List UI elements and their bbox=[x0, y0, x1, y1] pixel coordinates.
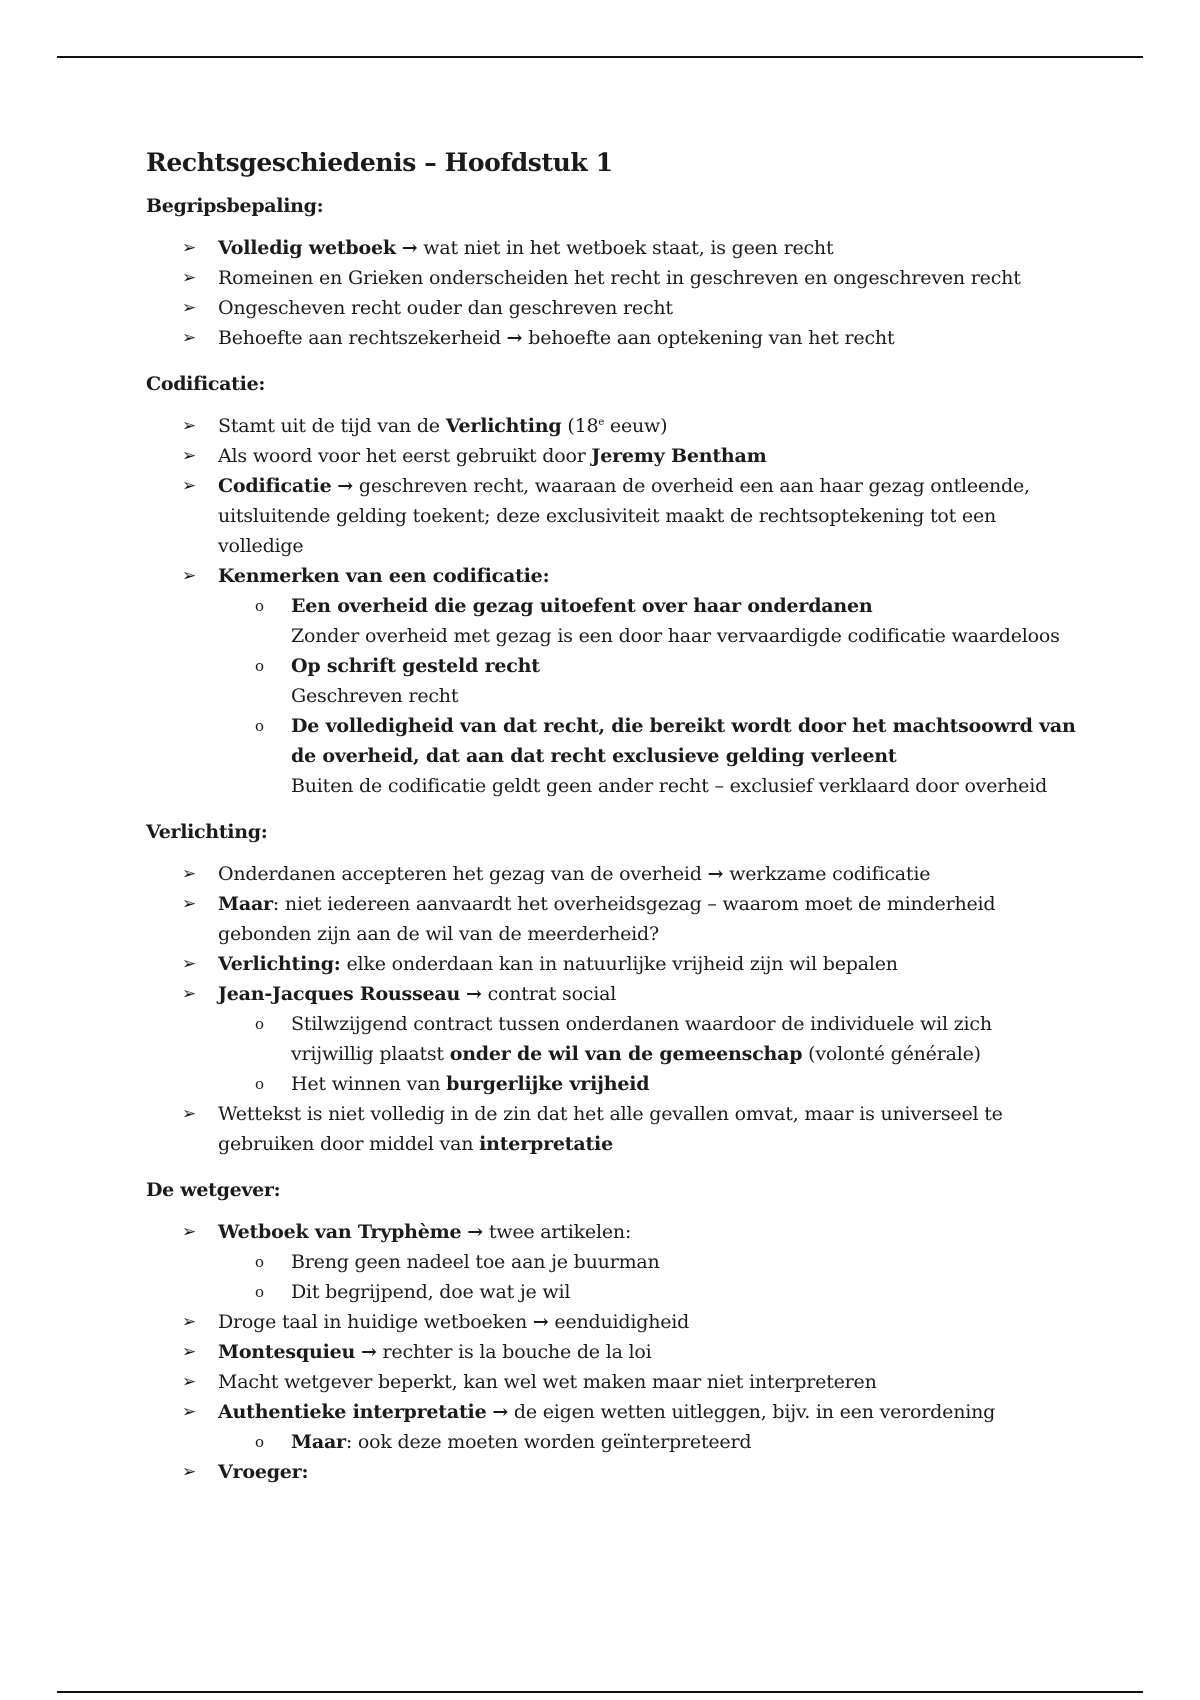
implies-arrow-icon: → bbox=[337, 475, 354, 497]
arrow-bullet-icon: ➢ bbox=[182, 954, 197, 974]
implies-arrow-icon: → bbox=[492, 1401, 509, 1423]
document-title: Rechtsgeschiedenis – Hoofdstuk 1 bbox=[146, 148, 613, 177]
header-rule bbox=[57, 56, 1143, 58]
arrow-bullet-icon: ➢ bbox=[182, 1104, 197, 1124]
list-item: ➢ Als woord voor het eerst gebruikt door Jeremy Bentham bbox=[146, 441, 1076, 471]
circle-bullet-icon: o bbox=[255, 1015, 264, 1033]
list-item: ➢ Behoefte aan rechtszekerheid → behoefte aan optekening van het recht bbox=[146, 323, 1076, 353]
circle-bullet-icon: o bbox=[255, 1283, 264, 1301]
arrow-bullet-icon: ➢ bbox=[182, 1342, 197, 1362]
arrow-bullet-icon: ➢ bbox=[182, 476, 197, 496]
list-item: ➢ Wettekst is niet volledig in de zin dat het alle gevallen omvat, maar is universeel te gebruiken door middel van interpretatie bbox=[146, 1099, 1076, 1159]
implies-arrow-icon: → bbox=[506, 327, 523, 349]
sublist-item: o Op schrift gesteld recht Geschreven recht bbox=[218, 651, 1076, 711]
circle-bullet-icon: o bbox=[255, 657, 264, 675]
list-item: ➢ Montesquieu → rechter is la bouche de la loi bbox=[146, 1337, 1076, 1367]
heading-verlichting: Verlichting: bbox=[146, 821, 268, 843]
list-item: ➢ Romeinen en Grieken onderscheiden het recht in geschreven en ongeschreven recht bbox=[146, 263, 1076, 293]
implies-arrow-icon: → bbox=[360, 1341, 377, 1363]
implies-arrow-icon: → bbox=[467, 1221, 484, 1243]
tryphème-sublist bbox=[218, 1247, 1076, 1307]
circle-bullet-icon: o bbox=[255, 1253, 264, 1271]
verlichting-list bbox=[146, 859, 1076, 1159]
sublist-item: o Een overheid die gezag uitoefent over haar onderdanen Zonder overheid met gezag is een door haar vervaardigde codificatie waardeloos bbox=[218, 591, 1076, 651]
implies-arrow-icon: → bbox=[401, 237, 418, 259]
circle-bullet-icon: o bbox=[255, 1075, 264, 1093]
list-item: ➢ Stamt uit de tijd van de Verlichting (18e eeuw) bbox=[146, 411, 1076, 441]
authentieke-sublist bbox=[218, 1427, 1076, 1457]
arrow-bullet-icon: ➢ bbox=[182, 1462, 197, 1482]
sublist-item: o Breng geen nadeel toe aan je buurman bbox=[218, 1247, 1076, 1277]
sublist-item: o Dit begrijpend, doe wat je wil bbox=[218, 1277, 1076, 1307]
sublist-item: o Stilwzijgend contract tussen onderdanen waardoor de individuele wil zich vrijwillig plaatst onder de wil van de gemeenschap (volonté générale) bbox=[218, 1009, 1076, 1069]
arrow-bullet-icon: ➢ bbox=[182, 1402, 197, 1422]
arrow-bullet-icon: ➢ bbox=[182, 328, 197, 348]
arrow-bullet-icon: ➢ bbox=[182, 446, 197, 466]
list-item: ➢ Verlichting: elke onderdaan kan in natuurlijke vrijheid zijn wil bepalen bbox=[146, 949, 1076, 979]
heading-de-wetgever: De wetgever: bbox=[146, 1179, 281, 1201]
circle-bullet-icon: o bbox=[255, 597, 264, 615]
list-item: ➢ Vroeger: bbox=[146, 1457, 1076, 1487]
implies-arrow-icon: → bbox=[466, 983, 482, 1005]
circle-bullet-icon: o bbox=[255, 717, 264, 735]
arrow-bullet-icon: ➢ bbox=[182, 298, 197, 318]
arrow-bullet-icon: ➢ bbox=[182, 1222, 197, 1242]
rousseau-sublist bbox=[218, 1009, 1076, 1099]
arrow-bullet-icon: ➢ bbox=[182, 1312, 197, 1332]
list-item: ➢ Wetboek van Tryphème → twee artikelen: o Breng geen nadeel toe aan je buurman o Dit begrijpend, doe wat je wil bbox=[146, 1217, 1076, 1307]
implies-arrow-icon: → bbox=[707, 863, 724, 885]
list-item: ➢ Volledig wetboek → wat niet in het wetboek staat, is geen recht bbox=[146, 233, 1076, 263]
sublist-item: o Het winnen van burgerlijke vrijheid bbox=[218, 1069, 1076, 1099]
list-item: ➢ Jean-Jacques Rousseau → contrat social o Stilwzijgend contract tussen onderdanen waardoor de individuele wil zich vrijwillig plaatst onder de wil van de gemeenschap (volonté générale) o Het winnen van burgerlijke vrijheid bbox=[146, 979, 1076, 1099]
footer-rule bbox=[57, 1691, 1143, 1693]
heading-begripsbepaling: Begripsbepaling: bbox=[146, 195, 324, 217]
arrow-bullet-icon: ➢ bbox=[182, 416, 197, 436]
arrow-bullet-icon: ➢ bbox=[182, 984, 197, 1004]
begripsbepaling-list bbox=[146, 233, 1076, 353]
list-item: ➢ Codificatie → geschreven recht, waaraan de overheid een aan haar gezag ontleende, uitsluitende gelding toekent; deze exclusiviteit maakt de rechtsoptekening tot een volledige bbox=[146, 471, 1076, 561]
arrow-bullet-icon: ➢ bbox=[182, 1372, 197, 1392]
list-item: ➢ Onderdanen accepteren het gezag van de overheid → werkzame codificatie bbox=[146, 859, 1076, 889]
circle-bullet-icon: o bbox=[255, 1433, 264, 1451]
arrow-bullet-icon: ➢ bbox=[182, 894, 197, 914]
list-item: ➢ Ongescheven recht ouder dan geschreven recht bbox=[146, 293, 1076, 323]
arrow-bullet-icon: ➢ bbox=[182, 864, 197, 884]
list-item: ➢ Droge taal in huidige wetboeken → eenduidigheid bbox=[146, 1307, 1076, 1337]
document-page bbox=[146, 148, 1076, 1507]
arrow-bullet-icon: ➢ bbox=[182, 566, 197, 586]
implies-arrow-icon: → bbox=[532, 1311, 549, 1333]
list-item: ➢ Maar: niet iedereen aanvaardt het overheidsgezag – waarom moet de minderheid gebonden zijn aan de wil van de meerderheid? bbox=[146, 889, 1076, 949]
list-item: ➢ Authentieke interpretatie → de eigen wetten uitleggen, bijv. in een verordening o Maar: ook deze moeten worden geïnterpreteerd bbox=[146, 1397, 1076, 1457]
sublist-item: o De volledigheid van dat recht, die bereikt wordt door het machtsoowrd van de overheid, dat aan dat recht exclusieve gelding verleent Buiten de codificatie geldt geen ander recht – exclusief verklaard door overheid bbox=[218, 711, 1076, 801]
kenmerken-sublist bbox=[218, 591, 1076, 801]
heading-codificatie: Codificatie: bbox=[146, 373, 266, 395]
list-item: ➢ Macht wetgever beperkt, kan wel wet maken maar niet interpreteren bbox=[146, 1367, 1076, 1397]
sublist-item: o Maar: ook deze moeten worden geïnterpreteerd bbox=[218, 1427, 1076, 1457]
arrow-bullet-icon: ➢ bbox=[182, 268, 197, 288]
list-item: ➢ Kenmerken van een codificatie: o Een overheid die gezag uitoefent over haar onderdanen Zonder overheid met gezag is een door haar vervaardigde codificatie waardeloos o Op schrift gesteld recht Geschreven recht o De volledigheid van dat recht, die bereikt wordt door het machtsoowrd van de overheid, dat aan dat recht exclusieve gelding verleent Buiten de codificatie geldt geen ander recht – exclusief verklaard door overheid bbox=[146, 561, 1076, 801]
codificatie-list bbox=[146, 411, 1076, 801]
wetgever-list bbox=[146, 1217, 1076, 1487]
arrow-bullet-icon: ➢ bbox=[182, 238, 197, 258]
